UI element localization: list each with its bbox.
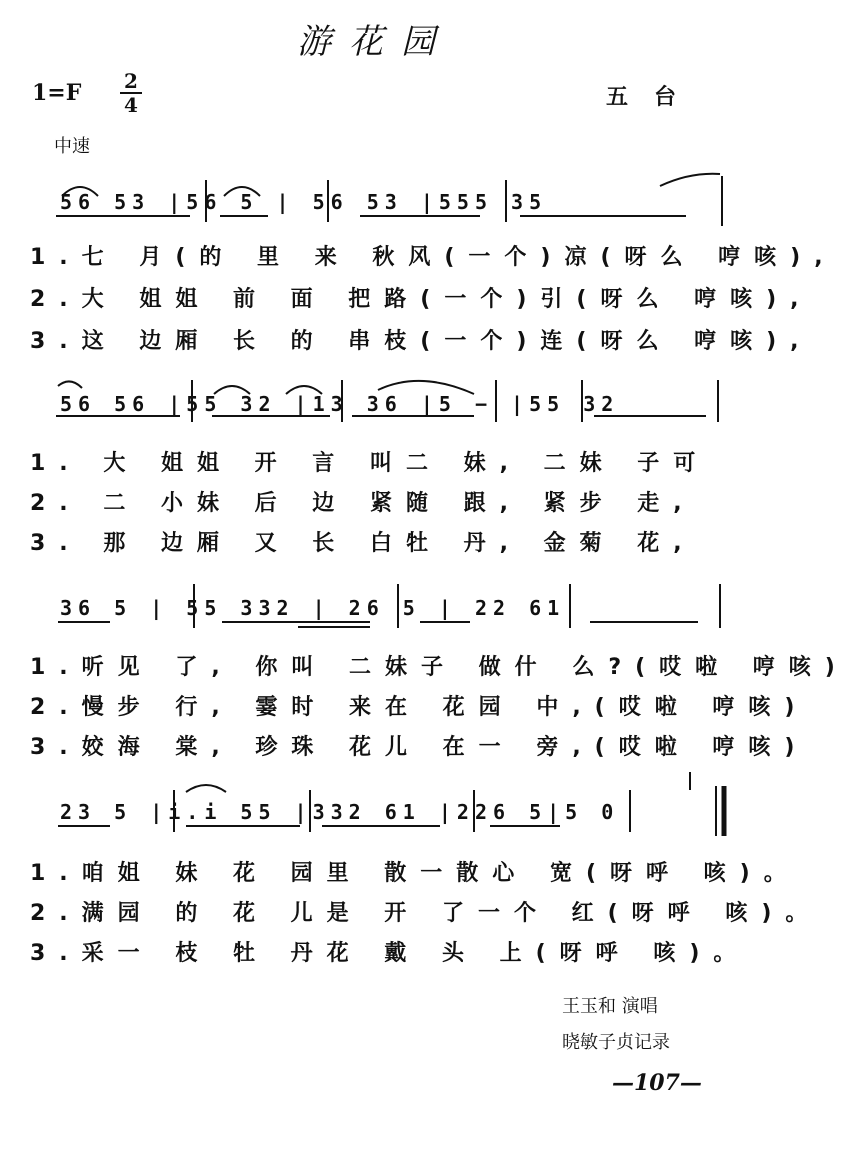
- lyric-verse-2-3: 3. 那 边厢 又 长 白牡 丹, 金菊 花,: [30, 531, 696, 556]
- lyric-verse-2-2: 2. 二 小妹 后 边 紧随 跟, 紧步 走,: [30, 491, 696, 516]
- notation-line-4: 23 5 |i.i 55 |332 61 |226 5|5 0: [60, 800, 620, 824]
- time-signature-bottom: 4: [124, 93, 138, 117]
- lyric-verse-3-1: 1.听见 了, 你叫 二妹子 做什 么?(哎啦 哼咳): [30, 655, 849, 680]
- region-label: 五台: [606, 85, 703, 110]
- lyric-verse-2-1: 1. 大 姐姐 开 言 叫二 妹, 二妹 子可: [30, 451, 710, 476]
- notation-line-3: 36 5 | 55 332 | 26 5 | 22 61: [60, 596, 566, 620]
- tempo-marking: 中速: [54, 136, 90, 157]
- page-number: —107—: [612, 1070, 702, 1096]
- lyric-verse-4-1: 1.咱姐 妹 花 园里 散一散心 宽(呀呼 咳)。: [30, 861, 800, 886]
- lyric-verse-1-2: 2.大 姐姐 前 面 把路(一个)引(呀么 哼咳),: [30, 287, 813, 312]
- lyric-verse-3-3: 3.姣海 棠, 珍珠 花儿 在一 旁,(哎啦 哼咳): [30, 735, 809, 760]
- lyric-verse-4-2: 2.满园 的 花 儿是 开 了一个 红(呀呼 咳)。: [30, 901, 822, 926]
- lyric-verse-3-2: 2.慢步 行, 霎时 来在 花园 中,(哎啦 哼咳): [30, 695, 809, 720]
- notation-line-2: 56 56 |55 32 |13 36 |5 − |55 32: [60, 392, 620, 416]
- lyric-verse-4-3: 3.采一 枝 牡 丹花 戴 头 上(呀呼 咳)。: [30, 941, 750, 966]
- time-signature-top: 2: [124, 69, 138, 93]
- lyric-verse-1-1: 1.七 月(的 里 来 秋风(一个)凉(呀么 哼咳),: [30, 245, 837, 270]
- lyric-verse-1-3: 3.这 边厢 长 的 串枝(一个)连(呀么 哼咳),: [30, 329, 813, 354]
- song-title: 游花园: [297, 22, 453, 62]
- notation-line-1: 56 53 |56 5 | 56 53 |555 35: [60, 190, 548, 214]
- performer-credit: 王玉和 演唱: [562, 996, 658, 1017]
- key-signature: 1=F: [32, 80, 82, 106]
- recorder-credit: 晓敏子贞记录: [562, 1032, 670, 1053]
